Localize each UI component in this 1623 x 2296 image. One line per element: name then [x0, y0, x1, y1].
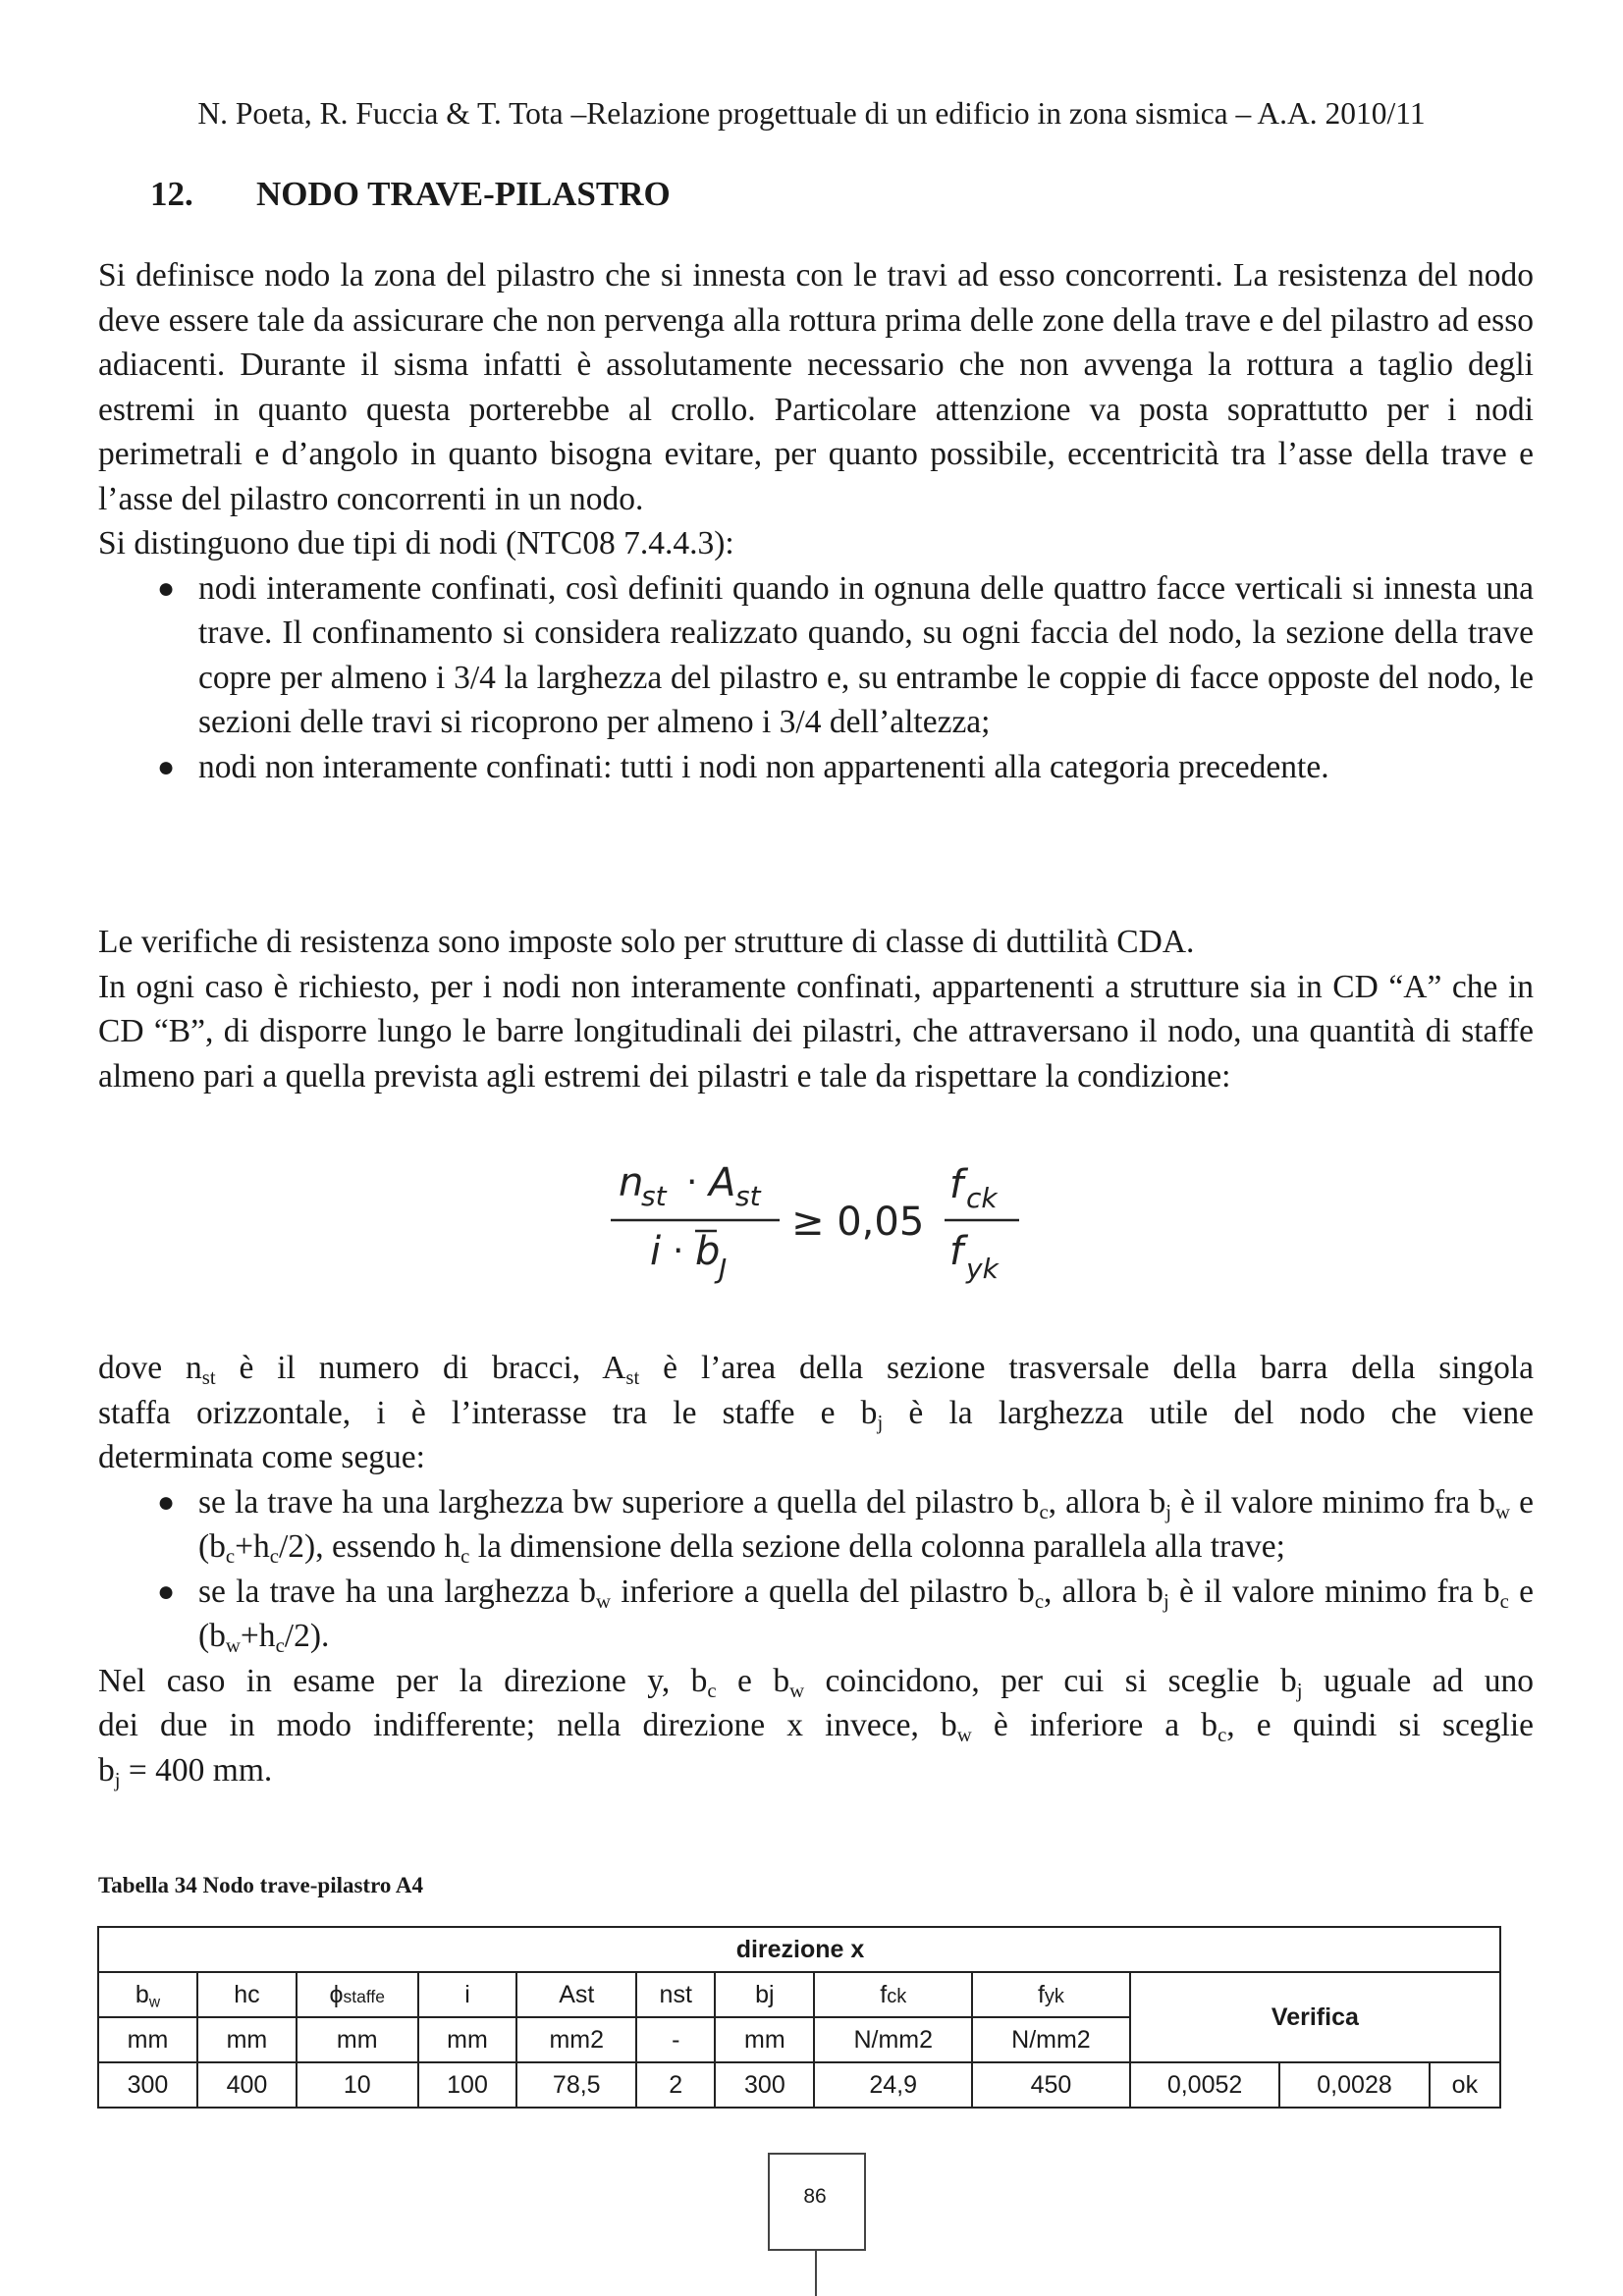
- formula-num-a: A: [709, 1160, 736, 1205]
- header-bw: $b_w$: [98, 1972, 197, 2017]
- unit-cell: mm: [98, 2017, 197, 2062]
- stirrup-formula: [611, 1147, 1023, 1294]
- value-cell: 78,5: [516, 2062, 636, 2108]
- header-hc: hc: [197, 1972, 297, 2017]
- header-i: i: [418, 1972, 517, 2017]
- intro-block: [98, 253, 1534, 789]
- value-cell: 0,0028: [1279, 2062, 1429, 2108]
- bullet-icon: ●: [157, 1485, 176, 1519]
- formula-den-b-sub: J: [719, 1253, 728, 1285]
- width-rules-list: [98, 1480, 1534, 1659]
- value-cell: 0,0052: [1130, 2062, 1279, 2108]
- unit-cell: mm: [197, 2017, 297, 2062]
- verification-block: [98, 920, 1534, 1098]
- section-heading: [150, 175, 671, 214]
- formula-dot-operator-2: ·: [673, 1231, 684, 1271]
- value-cell: 10: [297, 2062, 418, 2108]
- unit-cell: mm: [715, 2017, 814, 2062]
- bullet-icon: ●: [157, 1575, 176, 1608]
- section-number: 12.: [150, 175, 193, 213]
- page-number-stem: [815, 2249, 817, 2296]
- table-caption: Tabella 34 Nodo trave-pilastro A4: [98, 1873, 423, 1897]
- bullet-icon: ●: [157, 571, 176, 605]
- value-cell: ok: [1430, 2062, 1500, 2108]
- value-cell: 300: [715, 2062, 814, 2108]
- formula-f-top-sub: ck: [966, 1182, 998, 1214]
- value-cell: 450: [972, 2062, 1130, 2108]
- running-header: N. Poeta, R. Fuccia & T. Tota –Relazione progettuale di un edificio in zona sismica – A.A. 2010/11: [197, 96, 1426, 131]
- formula-num-n-sub: st: [641, 1180, 667, 1212]
- list-item-text: nodi interamente confinati, così definiti quando in ognuna delle quattro facce verticali si innesta una trave. Il confinamento si considera realizzato quando, su ogni faccia del nodo, la sezione della trave copre per almeno i 3/4 la larghezza del pilastro e, su entrambe le coppie di facce opposte del nodo, le sezioni delle travi si ricoprono per almeno i 3/4 dell’altezza;: [198, 569, 1534, 740]
- header-ast: Ast: [516, 1972, 636, 2017]
- formula-num-n: n: [619, 1160, 644, 1205]
- header-fyk: fyk: [972, 1972, 1130, 2017]
- formula-num-a-sub: st: [735, 1180, 761, 1212]
- text-line: Nel caso in esame per la direzione y, $b_c$ e $b_w$ coincidono, per cui si sceglie $b_j$ uguale ad uno: [98, 1662, 1535, 1702]
- value-cell: 24,9: [814, 2062, 972, 2108]
- list-item: ● se la trave ha una larghezza $b_w$ inferiore a quella del pilastro $b_c$, allora $b_j$ è il valore minimo fra $b_c$ e $(b_w+h_c/2)$.: [98, 1570, 1534, 1659]
- paragraph-case-study: [98, 1659, 1534, 1793]
- formula-den-b: b: [695, 1229, 721, 1274]
- paragraph-cda: Le verifiche di resistenza sono imposte solo per strutture di classe di duttilità CDA.: [98, 924, 1195, 960]
- value-cell: 2: [636, 2062, 715, 2108]
- unit-cell: mm2: [516, 2017, 636, 2062]
- unit-cell: mm: [418, 2017, 517, 2062]
- header-bj: bj: [715, 1972, 814, 2017]
- node-types-list: [98, 566, 1534, 790]
- header-fck: fck: [814, 1972, 972, 2017]
- table-row: [98, 1972, 1500, 2017]
- unit-cell: -: [636, 2017, 715, 2062]
- text-line: staffa orizzontale, i è l’interasse tra le staffe e $b_j$ è la larghezza utile del nodo che viene: [98, 1394, 1534, 1434]
- definitions-block: [98, 1346, 1534, 1792]
- formula-f-bot-sub: yk: [966, 1253, 999, 1285]
- text-line: dove $n_{st}$ è il numero di bracci, $A_{st}$ è l’area della sezione trasversale della barra della singola: [98, 1350, 1534, 1389]
- formula-dot-operator: ·: [686, 1162, 698, 1202]
- list-item: ● se la trave ha una larghezza bw superiore a quella del pilastro $b_c$, allora $b_j$ è il valore minimo fra $b_w$ e $(b_c+h_c/2)$, essendo $h_c$ la dimensione della sezione della colonna parallela alla trave;: [98, 1480, 1534, 1570]
- list-item-text: nodi non interamente confinati: tutti i nodi non appartenenti alla categoria precedente.: [198, 748, 1329, 785]
- paragraph-node-definition: Si definisce nodo la zona del pilastro che si innesta con le travi ad esso concorrenti. La resistenza del nodo deve essere tale da assicurare che non pervenga alla rottura prima delle zone della trave e del pilastro ad esso adiacenti. Durante il sisma infatti è assolutamente necessario che non avvenga la rottura a taglio degli estremi in quanto questa porterebbe al crollo. Particolare attenzione va posta soprattutto per i nodi perimetrali e d’angolo in quanto bisogna evitare, per quanto possibile, eccentricità tra l’asse della trave e l’asse del pilastro concorrenti in un nodo.: [98, 257, 1534, 517]
- list-item: [98, 566, 1534, 745]
- unit-cell: mm: [297, 2017, 418, 2062]
- text-line: dei due in modo indifferente; nella direzione x invece, $b_w$ è inferiore a $b_c$, e quindi si sceglie: [98, 1707, 1534, 1746]
- text-line: $b_j = 400$ mm.: [98, 1751, 273, 1791]
- paragraph-condition: In ogni caso è richiesto, per i nodi non interamente confinati, appartenenti a strutture sia in CD “A” che in CD “B”, di disporre lungo le barre longitudinali dei pilastri, che attraversano il nodo, una quantità di staffe almeno pari a quella prevista agli estremi dei pilastri e tale da rispettare la condizione:: [98, 968, 1534, 1095]
- unit-cell: N/mm2: [814, 2017, 972, 2062]
- formula-f-top: f: [949, 1162, 964, 1207]
- page-number: 86: [803, 2185, 827, 2208]
- unit-cell: N/mm2: [972, 2017, 1130, 2062]
- section-title: NODO TRAVE-PILASTRO: [256, 175, 671, 213]
- bullet-icon: ●: [157, 750, 176, 783]
- paragraph-definitions: [98, 1346, 1534, 1480]
- table-direction-label: direzione x: [735, 1936, 865, 1963]
- header-verifica: Verifica: [1130, 1972, 1500, 2062]
- text-line: determinata come segue:: [98, 1439, 425, 1475]
- value-cell: 100: [418, 2062, 517, 2108]
- formula-relation: ≥ 0,05: [791, 1200, 925, 1245]
- list-item: [98, 745, 1534, 790]
- formula-f-bot: f: [949, 1229, 964, 1274]
- value-cell: 400: [197, 2062, 297, 2108]
- paragraph-node-types: Si distinguono due tipi di nodi (NTC08 7.4.4.3):: [98, 525, 734, 561]
- formula-den-i: i: [650, 1229, 662, 1274]
- header-nst: nst: [636, 1972, 715, 2017]
- header-phi-staffe: ϕstaffe: [297, 1972, 418, 2017]
- table-row: [98, 2062, 1500, 2108]
- value-cell: 300: [98, 2062, 197, 2108]
